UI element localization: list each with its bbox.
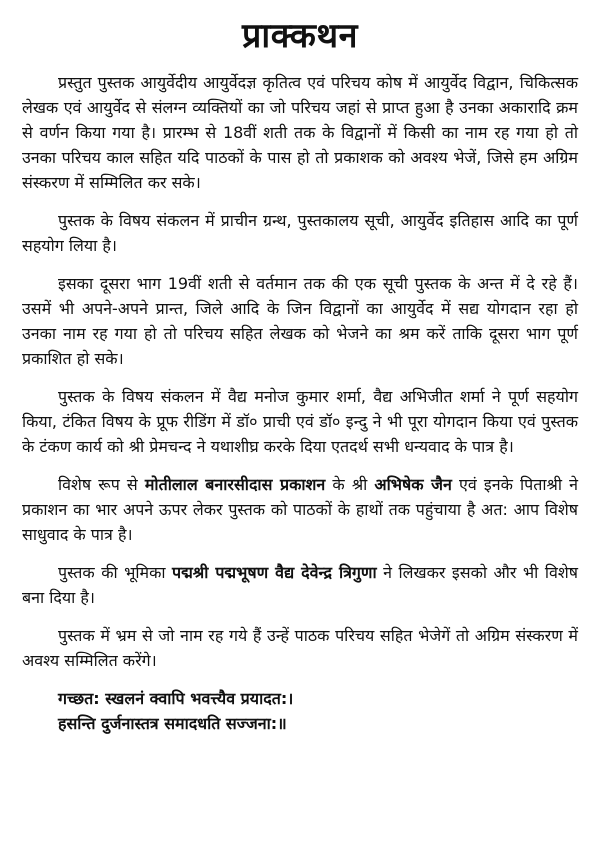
shloka-line-1: गच्छत: स्खलनं क्वापि भवत्त्यैव प्रयादत:। [58,689,294,708]
paragraph-5-text: विशेष रूप से [58,475,145,494]
paragraph-6-text: पुस्तक की भूमिका [58,563,173,582]
paragraph-4: पुस्तक के विषय संकलन में वैद्य मनोज कुमार शर्मा, वैद्य अभिजीत शर्मा ने पूर्ण सहयोग किया, टंकित विषय के प्रूफ रीडिंग में डॉ० प्राची एवं डॉ० इन्दु ने भी पूरा योगदान किया एवं पुस्तक के टंकण कार्य को श्री प्रेमचन्द ने यथाशीघ्र करके दिया एतदर्थ सभी धन्यवाद के पात्र है। [22,387,578,456]
paragraph-1: प्रस्तुत पुस्तक आयुर्वेदीय आयुर्वेदज्ञ कृतित्व एवं परिचय कोष में आयुर्वेद विद्वान, चिकित्सक लेखक एवं आयुर्वेद से संलग्न व्यक्तियों का जो परिचय जहां से प्राप्त हुआ है उनका अकारादि क्रम से वर्णन किया गया है। प्रारम्भ से 18वीं शती तक के विद्वानों में किसी का नाम रह गया हो तो उनका परिचय काल सहित यदि पाठकों के पास हो तो प्रकाशक को अवश्य भेजें, जिसे हम अग्रिम संस्करण में सम्मिलित कर सके। [22,73,578,192]
shloka-verse [58,686,578,736]
paragraph-2: पुस्तक के विषय संकलन में प्राचीन ग्रन्थ, पुस्तकालय सूची, आयुर्वेद इतिहास आदि का पूर्ण सहयोग लिया है। [22,211,578,255]
paragraph-7: पुस्तक में भ्रम से जो नाम रह गये हैं उन्हें पाठक परिचय सहित भेजेगें तो अग्रिम संस्करण में अवश्य सम्मिलित करेंगे। [22,626,578,670]
publisher-name: मोतीलाल बनारसीदास प्रकाशन [144,475,326,494]
paragraph-5 [22,472,578,547]
person-name: अभिषेक जैन [374,475,452,494]
paragraph-6-text: ने लिखकर इसको और भी विशेष बना दिया है। [22,563,578,607]
paragraph-5-text: के श्री [325,475,375,494]
paragraph-6 [22,560,578,610]
page-title: प्राक्कथन [242,16,358,56]
shloka-line-2: हसन्ति दुर्जनास्तत्र समादधति सज्जना:॥ [58,714,287,733]
foreword-author-name: पद्मश्री पद्मभूषण वैद्य देवेन्द्र त्रिगुणा [172,563,377,582]
paragraph-3: इसका दूसरा भाग 19वीं शती से वर्तमान तक की एक सूची पुस्तक के अन्त में दे रहे हैं। उसमें भी अपने-अपने प्रान्त, जिले आदि के जिन विद्वानों का आयुर्वेद में सद्य योगदान रहा हो उनका नाम रह गया हो तो परिचय सहित लेखक को भेजने का श्रम करें ताकि दूसरा भाग पूर्ण प्रकाशित हो सके। [22,274,578,368]
paragraph-5-text: एवं इनके पिताश्री ने प्रकाशन का भार अपने ऊपर लेकर पुस्तक को पाठकों के हाथों तक पहुंचाया है अत: आप विशेष साधुवाद के पात्र है। [22,475,578,544]
